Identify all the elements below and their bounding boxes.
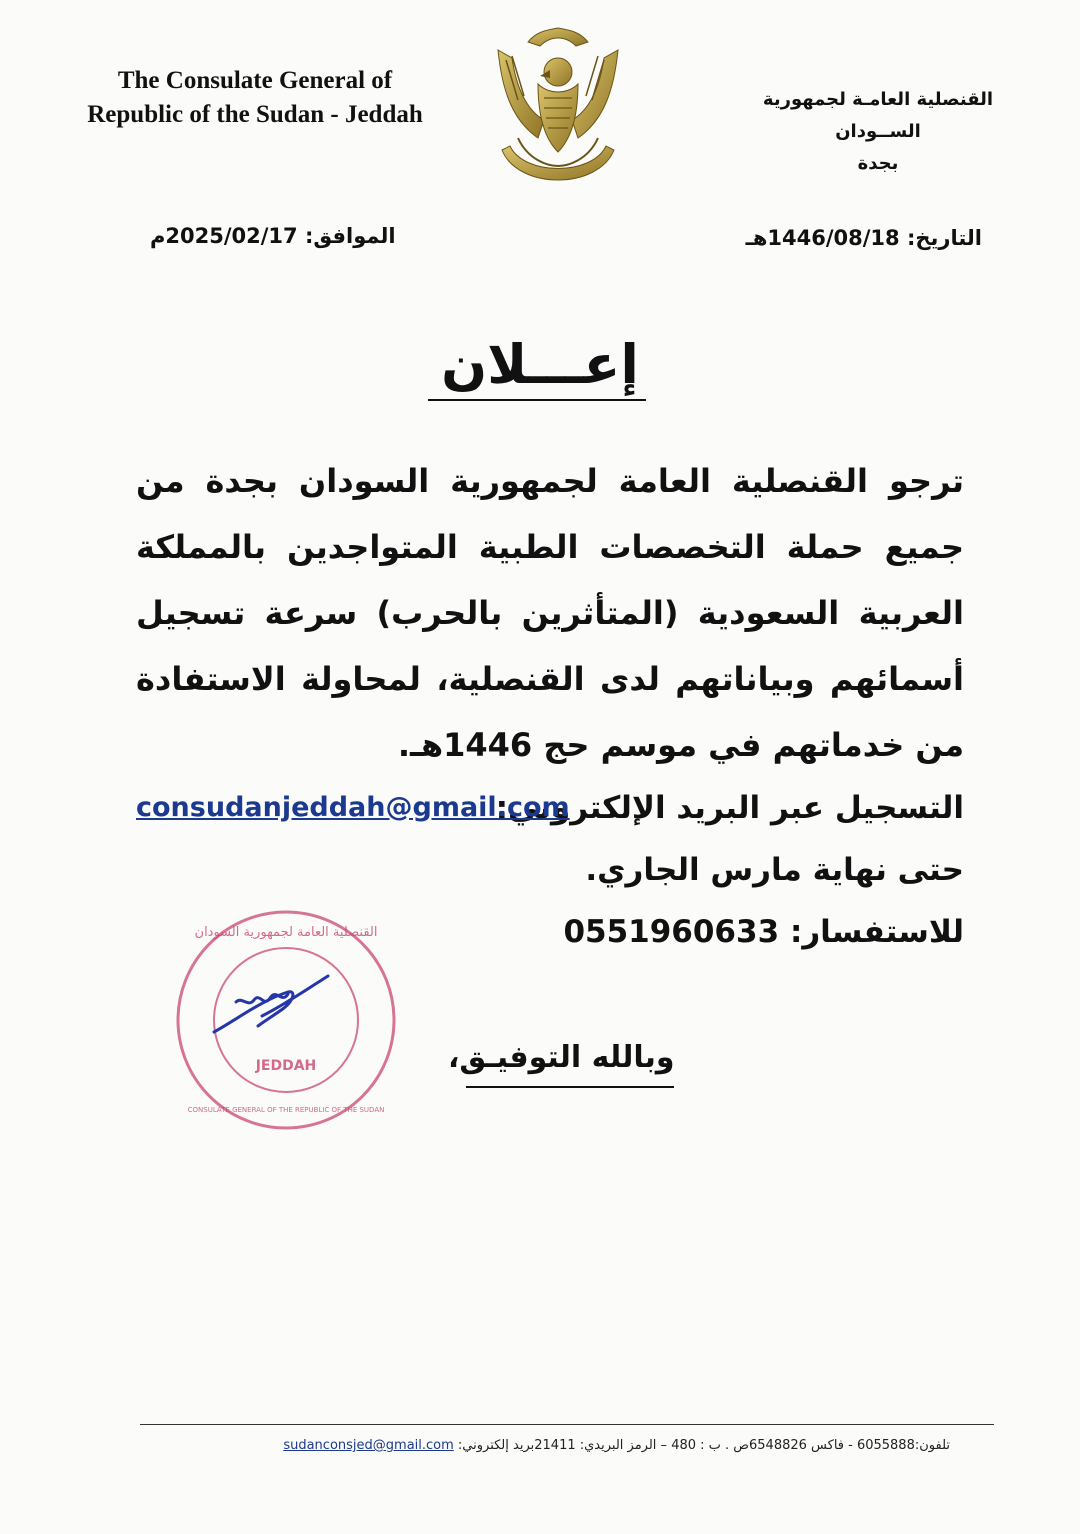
english-header-line-2: Republic of the Sudan - Jeddah: [87, 101, 423, 128]
closing-text: وبالله التوفيـق،: [448, 1040, 675, 1075]
english-header: [60, 64, 450, 132]
footer-email-link[interactable]: sudanconsjed@gmail.com: [283, 1438, 454, 1453]
registration-label: التسجيل عبر البريد الإلكتروني:: [495, 790, 964, 826]
stamp-arabic-text: القنصلية العامة لجمهورية السودان: [194, 925, 378, 940]
inquiry-label: للاستفسار:: [789, 914, 964, 950]
gregorian-date: [150, 224, 396, 248]
deadline-text: حتى نهاية مارس الجاري.: [585, 852, 964, 888]
signature-icon: [214, 976, 328, 1032]
arabic-header-line-1: القنصلية العامـة لجمهورية الســودان: [762, 89, 994, 142]
gregorian-date-value: 2025/02/17م: [150, 224, 298, 248]
registration-email-link[interactable]: consudanjeddah@gmail.com: [136, 792, 570, 823]
announcement-body: ترجو القنصلية العامة لجمهورية السودان بجدة من جميع حملة التخصصات الطبية المتواجدين بالمملكة العربية السعودية (المتأثرين بالحرب) سرعة تسجيل أسمائهم وبياناتهم لدى القنصلية، لمحاولة الاستفادة من خدماتهم في موسم حج 1446هـ.: [136, 462, 964, 764]
hijri-date: [746, 226, 982, 250]
inquiry-phone: 0551960633: [563, 914, 780, 950]
english-header-line-1: The Consulate General of: [117, 67, 393, 94]
inquiry-line: [563, 914, 964, 950]
footer-divider: [140, 1424, 994, 1425]
stamp-center-text: JEDDAH: [255, 1058, 317, 1074]
gregorian-date-label: الموافق:: [304, 224, 396, 248]
announcement-title: إعـــلان: [441, 333, 639, 396]
hijri-date-value: 1446/08/18هـ: [745, 226, 900, 250]
closing-underline: [466, 1086, 674, 1088]
stamp-english-text: CONSULATE GENERAL OF THE REPUBLIC OF THE SUDAN: [187, 1106, 385, 1114]
hijri-date-label: التاريخ:: [906, 226, 982, 250]
footer-contact: [190, 1438, 950, 1453]
footer-contact-text: تلفون:6055888 - فاكس 6548826ص . ب : 480 – الرمز البريدي: 21411بريد إلكتروني:: [457, 1438, 950, 1453]
title-underline: [428, 399, 646, 401]
consulate-stamp-icon: [166, 900, 406, 1140]
arabic-header-line-2: بجدة: [857, 153, 899, 174]
arabic-header: [728, 84, 1028, 180]
sudan-emblem-icon: [488, 20, 628, 200]
